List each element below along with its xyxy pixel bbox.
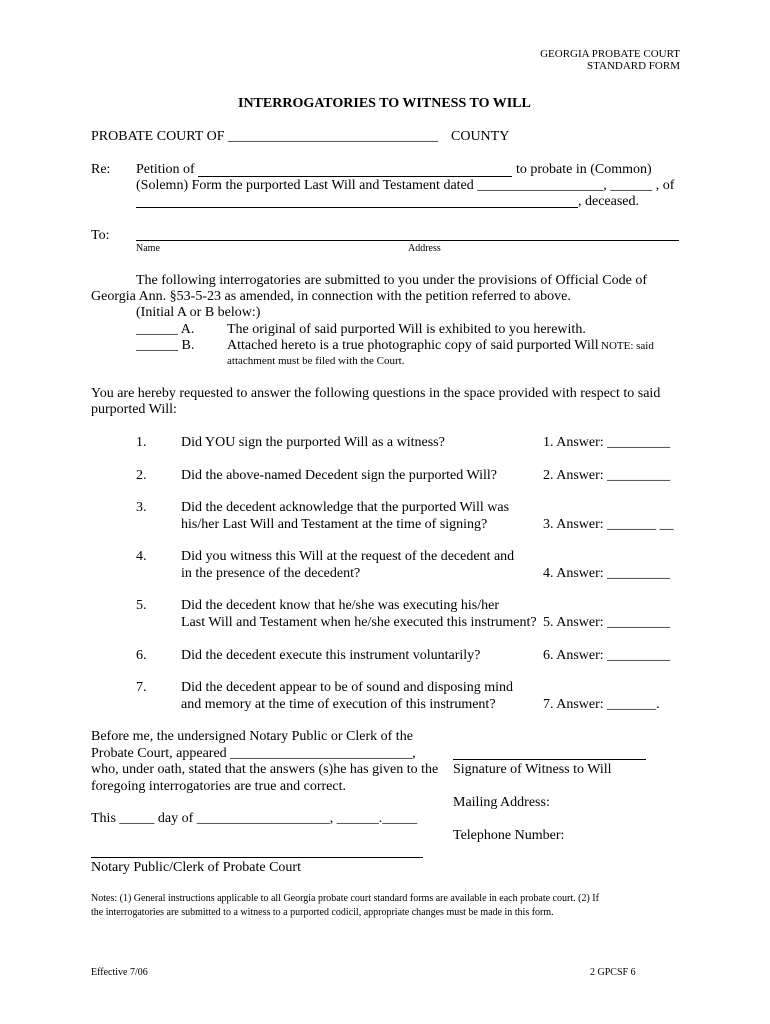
to-label: To:: [91, 228, 110, 243]
option-a-blank: ______ A.: [136, 322, 195, 337]
answer-field: 2. Answer: _________: [543, 468, 671, 483]
notary-line-2: Probate Court, appeared __________________________,: [91, 746, 416, 761]
answer-field: 4. Answer: _________: [543, 566, 671, 581]
question-text-2: in the presence of the decedent?: [181, 566, 361, 581]
witness-signature-line: [453, 759, 646, 760]
re-probate-text: to probate in (Common): [516, 162, 652, 177]
question-number: 6.: [136, 648, 147, 663]
question-number: 3.: [136, 500, 147, 515]
option-b-note: NOTE: said: [601, 340, 654, 352]
answer-field: 7. Answer: _______.: [543, 697, 660, 712]
option-b-text: Attached hereto is a true photographic copy of said purported Will: [227, 338, 599, 353]
option-b-note-2: attachment must be filed with the Court.: [227, 355, 405, 367]
question-text: Did the decedent acknowledge that the purported Will was: [181, 500, 510, 515]
telephone-label: Telephone Number:: [453, 828, 565, 843]
answer-field: 1. Answer: _________: [543, 435, 671, 450]
question-text: Did you witness this Will at the request of the decedent and: [181, 549, 515, 564]
notary-signature-line: [91, 857, 423, 858]
notary-line-1: Before me, the undersigned Notary Public or Clerk of the: [91, 729, 413, 744]
decedent-blank: [136, 207, 578, 208]
mailing-address-label: Mailing Address:: [453, 795, 550, 810]
notes-line-1: Notes: (1) General instructions applicable to all Georgia probate court standard forms are available in each probate court. (2) If: [91, 893, 599, 904]
court-header: [540, 48, 680, 72]
question-text: Did the decedent know that he/she was executing his/her: [181, 598, 500, 613]
question-text: Did the decedent appear to be of sound and disposing mind: [181, 680, 514, 695]
question-number: 2.: [136, 468, 147, 483]
question-number: 5.: [136, 598, 147, 613]
court-line-suffix: COUNTY: [451, 129, 510, 144]
witness-signature-label: Signature of Witness to Will: [453, 762, 612, 777]
answer-field: 3. Answer: _______ __: [543, 517, 674, 532]
intro-line-2: Georgia Ann. §53-5-23 as amended, in connection with the petition referred to above.: [91, 289, 571, 304]
question-text-2: his/her Last Will and Testament at the time of signing?: [181, 517, 488, 532]
notary-signature-label: Notary Public/Clerk of Probate Court: [91, 860, 301, 875]
option-b-blank: ______ B.: [136, 338, 195, 353]
re-petition-label: Petition of: [136, 162, 195, 177]
re-deceased-text: , deceased.: [578, 194, 640, 209]
footer-form-number: 2 GPCSF 6: [590, 967, 636, 978]
question-text: Did the decedent execute this instrument voluntarily?: [181, 648, 481, 663]
court-line-prefix: PROBATE COURT OF ______________________________: [91, 129, 438, 144]
re-label: Re:: [91, 162, 111, 177]
notary-line-3: who, under oath, stated that the answers (s)he has given to the: [91, 762, 439, 777]
question-text-2: and memory at the time of execution of this instrument?: [181, 697, 496, 712]
question-number: 7.: [136, 680, 147, 695]
intro-line-3: (Initial A or B below:): [136, 305, 261, 320]
intro-line-1: The following interrogatories are submitted to you under the provisions of Official Code of: [136, 273, 648, 288]
name-label: Name: [136, 243, 160, 254]
address-label: Address: [408, 243, 441, 254]
question-text-2: Last Will and Testament when he/she executed this instrument?: [181, 615, 537, 630]
notes-line-2: the interrogatories are submitted to a witness to a purported codicil, appropriate changes must be made in this form.: [91, 907, 554, 918]
to-blank: [136, 240, 679, 241]
question-text: Did the above-named Decedent sign the purported Will?: [181, 468, 498, 483]
form-type: STANDARD FORM: [587, 60, 680, 72]
question-text: Did YOU sign the purported Will as a witness?: [181, 435, 445, 450]
notary-line-4: foregoing interrogatories are true and correct.: [91, 779, 346, 794]
question-number: 4.: [136, 549, 147, 564]
request-line-2: purported Will:: [91, 402, 177, 417]
notary-date-line: This _____ day of ___________________, ______._____: [91, 811, 418, 826]
answer-field: 5. Answer: _________: [543, 615, 671, 630]
request-line-1: You are hereby requested to answer the following questions in the space provided with respect to said: [91, 386, 661, 401]
court-name: GEORGIA PROBATE COURT: [540, 48, 680, 60]
footer-effective: Effective 7/06: [91, 967, 148, 978]
petitioner-blank: [198, 176, 512, 177]
page-title: INTERROGATORIES TO WITNESS TO WILL: [238, 96, 531, 111]
question-number: 1.: [136, 435, 147, 450]
option-a-text: The original of said purported Will is exhibited to you herewith.: [227, 322, 586, 337]
answer-field: 6. Answer: _________: [543, 648, 671, 663]
re-form-text: (Solemn) Form the purported Last Will and Testament dated __________________, ______ , of: [136, 178, 675, 193]
